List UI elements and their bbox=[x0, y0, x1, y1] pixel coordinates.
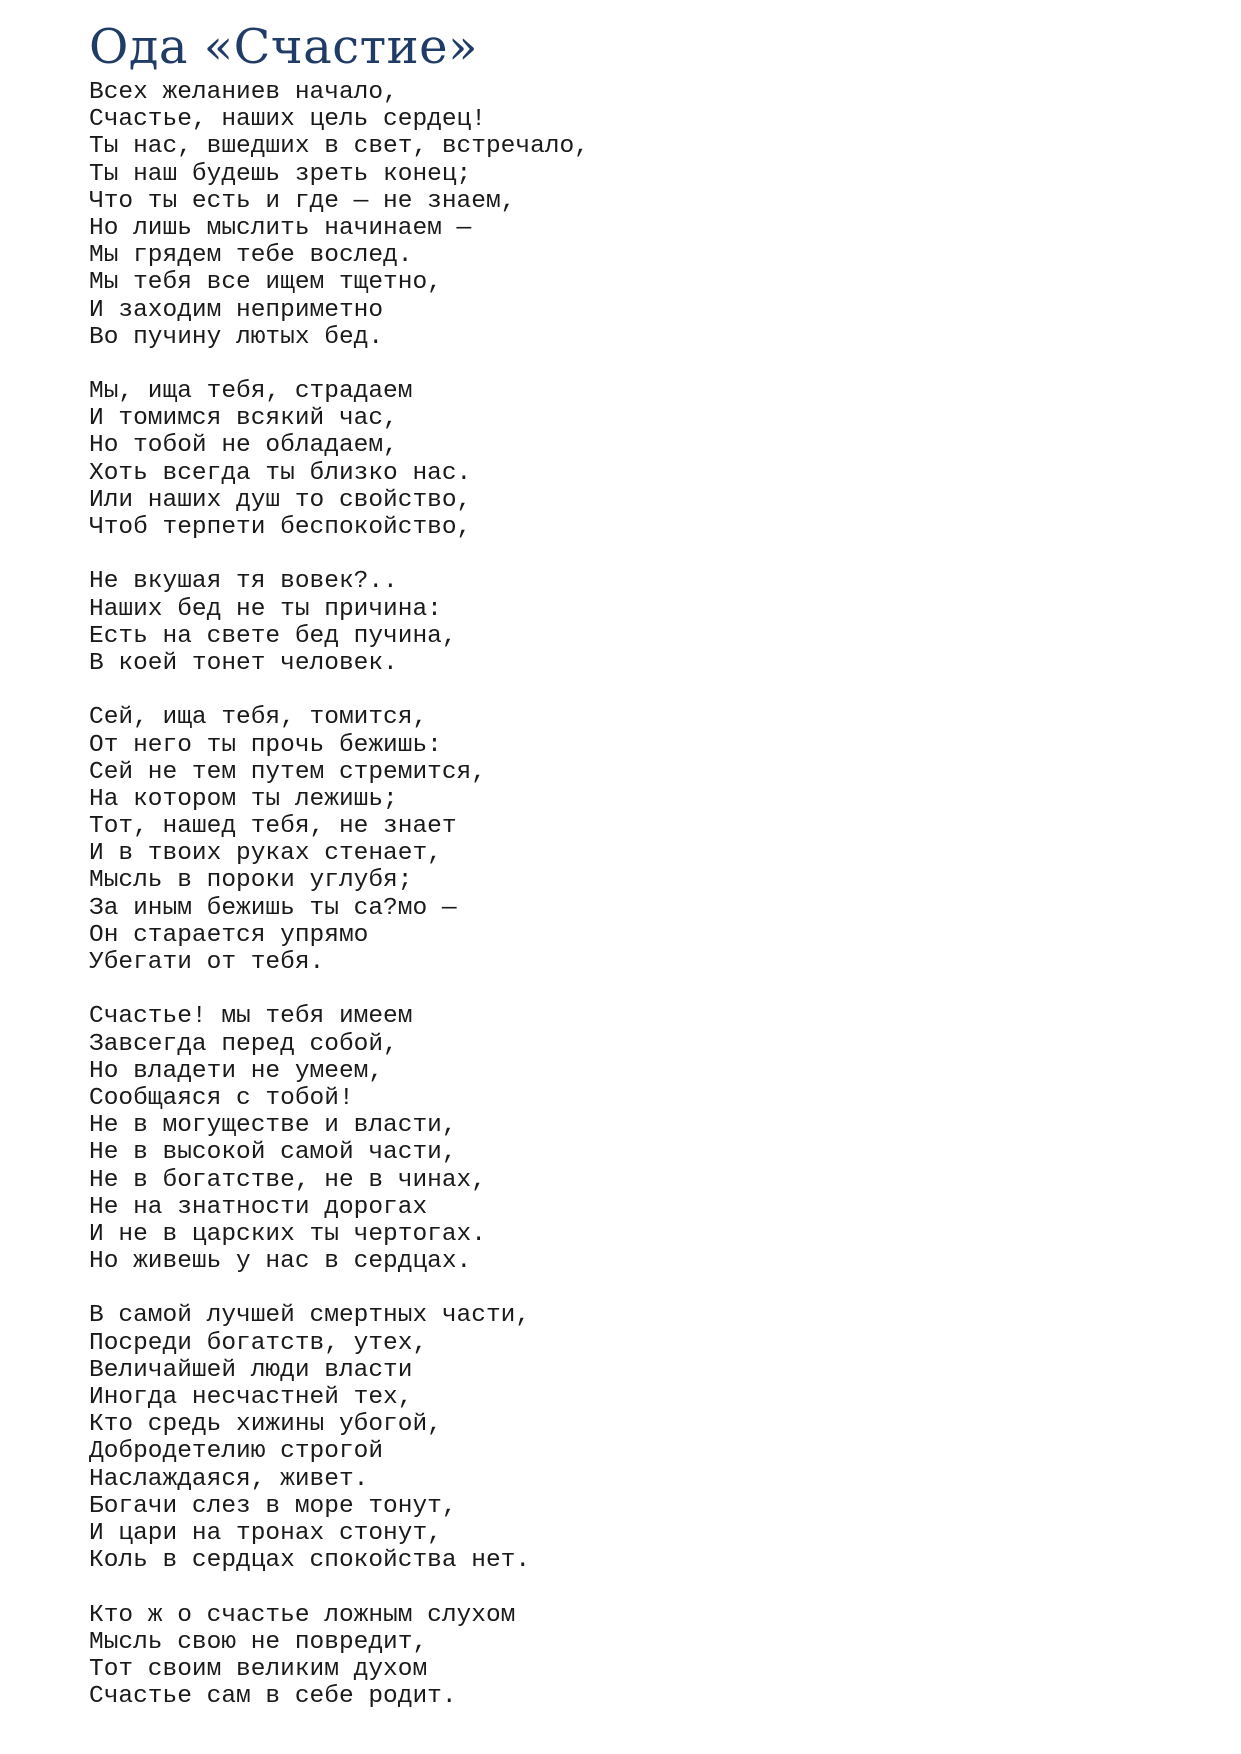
poem-line: Во пучину лютых бед. bbox=[89, 323, 384, 351]
poem-stanza bbox=[89, 704, 1189, 976]
poem-line: Ты нас, вшедших в свет, встречало, bbox=[89, 133, 589, 161]
poem-stanza bbox=[89, 1302, 1189, 1574]
poem-line: Мы, ища тебя, страдаем bbox=[89, 378, 413, 406]
poem-line: Не в могуществе и власти, bbox=[89, 1112, 457, 1140]
poem-line: Но лишь мыслить начинаем — bbox=[89, 214, 472, 242]
poem-line: В самой лучшей смертных части, bbox=[89, 1302, 531, 1330]
poem-line: И цари на тронах стонут, bbox=[89, 1519, 442, 1547]
poem-line: Убегати от тебя. bbox=[89, 949, 325, 976]
poem-line: В коей тонет человек. bbox=[89, 649, 398, 677]
poem-line: Счастье, наших цель сердец! bbox=[89, 106, 486, 134]
poem-line: Хоть всегда ты близко нас. bbox=[89, 459, 472, 487]
poem-line: Сообщаяся с тобой! bbox=[89, 1084, 354, 1112]
poem-line: Но тобой не обладаем, bbox=[89, 432, 398, 460]
poem-line: Сей не тем путем стремится, bbox=[89, 758, 486, 786]
poem-line: Завсегда перед собой, bbox=[89, 1030, 398, 1058]
poem-stanza bbox=[89, 1003, 1189, 1275]
poem-line: Посреди богатств, утех, bbox=[89, 1329, 428, 1357]
poem-line: Не на знатности дорогах bbox=[89, 1193, 428, 1221]
poem-line: Что ты есть и где — не знаем, bbox=[89, 187, 516, 215]
poem-stanza bbox=[89, 378, 1189, 541]
poem-line: На котором ты лежишь; bbox=[89, 785, 398, 813]
poem-line: Коль в сердцах спокойства нет. bbox=[89, 1547, 531, 1575]
document-page bbox=[89, 18, 1189, 1737]
poem-line: И не в царских ты чертогах. bbox=[89, 1220, 486, 1248]
poem-line: Мысль свою не повредит, bbox=[89, 1628, 428, 1656]
poem-line: Не вкушая тя вовек?.. bbox=[89, 568, 398, 596]
poem-line: Чтоб терпети беспокойство, bbox=[89, 514, 472, 541]
poem-stanza bbox=[89, 1602, 1189, 1711]
poem-line: Добродетелию строгой bbox=[89, 1438, 384, 1466]
poem-line: Но живешь у нас в сердцах. bbox=[89, 1248, 472, 1276]
poem-line: Ты наш будешь зреть конец; bbox=[89, 160, 472, 188]
poem-body bbox=[89, 79, 1189, 1710]
poem-line: И заходим неприметно bbox=[89, 296, 384, 324]
poem-line: Мысль в пороки углубя; bbox=[89, 867, 413, 895]
poem-line: Тот, нашед тебя, не знает bbox=[89, 813, 457, 841]
poem-line: Не в богатстве, не в чинах, bbox=[89, 1166, 486, 1194]
poem-stanza bbox=[89, 568, 1189, 677]
poem-line: Счастье! мы тебя имеем bbox=[89, 1003, 413, 1031]
poem-line: И в твоих руках стенает, bbox=[89, 840, 442, 868]
poem-line: Он старается упрямо bbox=[89, 921, 369, 949]
poem-line: И томимся всякий час, bbox=[89, 405, 398, 433]
poem-line: Мы тебя все ищем тщетно, bbox=[89, 269, 442, 297]
poem-line: Не в высокой самой части, bbox=[89, 1139, 457, 1167]
poem-line: Или наших душ то свойство, bbox=[89, 486, 472, 514]
poem-line: Иногда несчастней тех, bbox=[89, 1384, 413, 1411]
poem-line: Сей, ища тебя, томится, bbox=[89, 704, 428, 732]
poem-line: От него ты прочь бежишь: bbox=[89, 731, 442, 759]
poem-line: Но владети не умеем, bbox=[89, 1057, 384, 1085]
poem-title: Ода «Счастие» bbox=[89, 19, 478, 75]
poem-line: Наслаждаяся, живет. bbox=[89, 1465, 369, 1493]
poem-line: Величайшей люди власти bbox=[89, 1356, 413, 1384]
poem-line: Наших бед не ты причина: bbox=[89, 595, 442, 623]
poem-stanza bbox=[89, 79, 1189, 351]
poem-line: За иным бежишь ты са?мо — bbox=[89, 894, 457, 922]
poem-line: Кто средь хижины убогой, bbox=[89, 1411, 442, 1439]
poem-line: Счастье сам в себе родит. bbox=[89, 1683, 457, 1711]
poem-line: Кто ж о счастье ложным слухом bbox=[89, 1601, 516, 1629]
poem-line: Богачи слез в море тонут, bbox=[89, 1492, 457, 1520]
poem-line: Мы грядем тебе вослед. bbox=[89, 242, 413, 270]
poem-line: Есть на свете бед пучина, bbox=[89, 622, 457, 650]
poem-line: Тот своим великим духом bbox=[89, 1655, 428, 1683]
poem-line: Всех желаниев начало, bbox=[89, 79, 398, 106]
